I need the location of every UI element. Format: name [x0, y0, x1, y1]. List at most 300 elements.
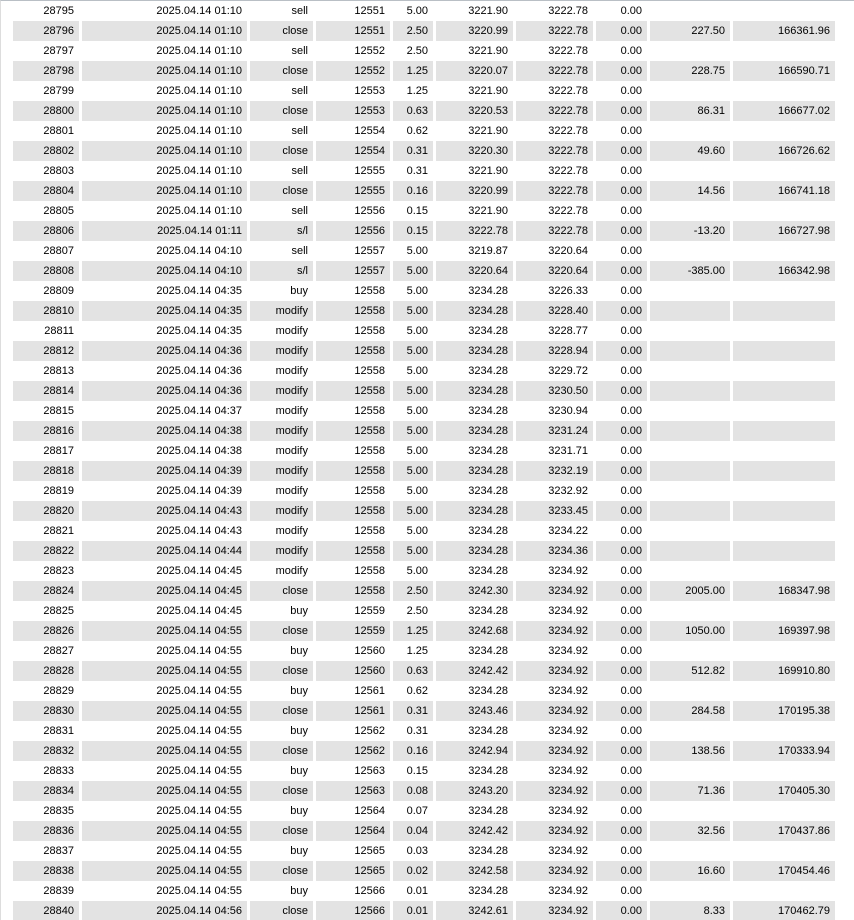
cell-size: 2.50: [393, 601, 433, 621]
cell-order: 12551: [316, 1, 390, 21]
table-row: [13, 61, 835, 81]
cell-order: 12552: [316, 41, 390, 61]
cell-order: 12564: [316, 801, 390, 821]
cell-type: close: [250, 101, 313, 121]
cell-size: 5.00: [393, 261, 433, 281]
cell-type: sell: [250, 161, 313, 181]
cell-deal-number: 28838: [13, 861, 79, 881]
table-row: [13, 341, 835, 361]
cell-stop-loss: 3230.50: [516, 381, 593, 401]
table-row: [13, 601, 835, 621]
cell-price: 3221.90: [436, 81, 513, 101]
cell-order: 12562: [316, 741, 390, 761]
cell-order: 12557: [316, 241, 390, 261]
cell-deal-number: 28796: [13, 21, 79, 41]
cell-take-profit: 0.00: [596, 1, 647, 21]
cell-profit: 8.33: [650, 901, 730, 920]
cell-deal-number: 28807: [13, 241, 79, 261]
cell-time: 2025.04.14 04:43: [82, 501, 247, 521]
cell-profit: [650, 641, 730, 661]
cell-time: 2025.04.14 01:10: [82, 121, 247, 141]
cell-balance: [733, 641, 835, 661]
cell-stop-loss: 3220.64: [516, 261, 593, 281]
cell-price: 3234.28: [436, 641, 513, 661]
cell-balance: 166727.98: [733, 221, 835, 241]
cell-stop-loss: 3234.92: [516, 821, 593, 841]
cell-order: 12558: [316, 381, 390, 401]
cell-stop-loss: 3222.78: [516, 21, 593, 41]
table-row: [13, 201, 835, 221]
cell-profit: -13.20: [650, 221, 730, 241]
cell-balance: [733, 501, 835, 521]
cell-deal-number: 28797: [13, 41, 79, 61]
cell-deal-number: 28815: [13, 401, 79, 421]
table-row: [13, 121, 835, 141]
cell-balance: [733, 121, 835, 141]
table-row: [13, 401, 835, 421]
cell-stop-loss: 3234.92: [516, 681, 593, 701]
cell-time: 2025.04.14 04:56: [82, 901, 247, 920]
cell-profit: [650, 281, 730, 301]
cell-take-profit: 0.00: [596, 161, 647, 181]
cell-size: 5.00: [393, 361, 433, 381]
cell-time: 2025.04.14 04:38: [82, 421, 247, 441]
cell-take-profit: 0.00: [596, 841, 647, 861]
table-row: [13, 141, 835, 161]
cell-type: buy: [250, 801, 313, 821]
cell-type: modify: [250, 381, 313, 401]
cell-type: buy: [250, 681, 313, 701]
cell-time: 2025.04.14 04:45: [82, 561, 247, 581]
cell-take-profit: 0.00: [596, 521, 647, 541]
cell-deal-number: 28828: [13, 661, 79, 681]
cell-balance: [733, 421, 835, 441]
table-row: [13, 421, 835, 441]
cell-order: 12561: [316, 701, 390, 721]
cell-type: close: [250, 61, 313, 81]
cell-price: 3234.28: [436, 381, 513, 401]
cell-balance: 166726.62: [733, 141, 835, 161]
table-row: [13, 481, 835, 501]
cell-profit: [650, 341, 730, 361]
cell-deal-number: 28799: [13, 81, 79, 101]
cell-size: 5.00: [393, 521, 433, 541]
cell-time: 2025.04.14 04:55: [82, 641, 247, 661]
cell-profit: [650, 541, 730, 561]
cell-price: 3220.64: [436, 261, 513, 281]
table-row: [13, 41, 835, 61]
cell-size: 0.04: [393, 821, 433, 841]
cell-price: 3234.28: [436, 281, 513, 301]
cell-deal-number: 28833: [13, 761, 79, 781]
cell-time: 2025.04.14 01:10: [82, 181, 247, 201]
cell-profit: [650, 561, 730, 581]
table-row: [13, 361, 835, 381]
cell-balance: 166677.02: [733, 101, 835, 121]
cell-type: modify: [250, 501, 313, 521]
cell-take-profit: 0.00: [596, 661, 647, 681]
cell-price: 3234.28: [436, 801, 513, 821]
cell-type: close: [250, 181, 313, 201]
cell-take-profit: 0.00: [596, 261, 647, 281]
cell-price: 3234.28: [436, 561, 513, 581]
cell-profit: -385.00: [650, 261, 730, 281]
cell-balance: 169910.80: [733, 661, 835, 681]
cell-stop-loss: 3234.92: [516, 761, 593, 781]
table-row: [13, 281, 835, 301]
cell-price: 3242.42: [436, 661, 513, 681]
cell-price: 3242.58: [436, 861, 513, 881]
cell-order: 12555: [316, 181, 390, 201]
cell-profit: 2005.00: [650, 581, 730, 601]
cell-deal-number: 28825: [13, 601, 79, 621]
table-row: [13, 461, 835, 481]
cell-price: 3234.28: [436, 681, 513, 701]
cell-price: 3234.28: [436, 881, 513, 901]
cell-stop-loss: 3228.94: [516, 341, 593, 361]
cell-stop-loss: 3229.72: [516, 361, 593, 381]
cell-profit: 32.56: [650, 821, 730, 841]
cell-order: 12554: [316, 121, 390, 141]
cell-time: 2025.04.14 01:10: [82, 61, 247, 81]
cell-stop-loss: 3222.78: [516, 101, 593, 121]
cell-type: close: [250, 701, 313, 721]
cell-balance: 168347.98: [733, 581, 835, 601]
table-row: [13, 901, 835, 920]
cell-order: 12566: [316, 881, 390, 901]
cell-time: 2025.04.14 04:35: [82, 301, 247, 321]
cell-stop-loss: 3222.78: [516, 221, 593, 241]
cell-price: 3221.90: [436, 201, 513, 221]
cell-take-profit: 0.00: [596, 681, 647, 701]
cell-order: 12558: [316, 421, 390, 441]
cell-profit: [650, 501, 730, 521]
cell-time: 2025.04.14 04:39: [82, 461, 247, 481]
cell-balance: [733, 381, 835, 401]
cell-take-profit: 0.00: [596, 101, 647, 121]
cell-price: 3234.28: [436, 321, 513, 341]
cell-deal-number: 28814: [13, 381, 79, 401]
cell-type: close: [250, 781, 313, 801]
cell-type: modify: [250, 341, 313, 361]
cell-order: 12558: [316, 341, 390, 361]
cell-deal-number: 28821: [13, 521, 79, 541]
cell-size: 0.63: [393, 101, 433, 121]
cell-price: 3242.61: [436, 901, 513, 920]
cell-size: 1.25: [393, 621, 433, 641]
cell-time: 2025.04.14 04:10: [82, 261, 247, 281]
cell-balance: [733, 881, 835, 901]
cell-deal-number: 28805: [13, 201, 79, 221]
cell-size: 0.07: [393, 801, 433, 821]
cell-deal-number: 28809: [13, 281, 79, 301]
cell-type: sell: [250, 1, 313, 21]
table-row: [13, 621, 835, 641]
cell-deal-number: 28812: [13, 341, 79, 361]
cell-price: 3234.28: [436, 601, 513, 621]
cell-order: 12558: [316, 581, 390, 601]
cell-stop-loss: 3232.92: [516, 481, 593, 501]
cell-stop-loss: 3234.22: [516, 521, 593, 541]
cell-deal-number: 28816: [13, 421, 79, 441]
cell-time: 2025.04.14 04:45: [82, 601, 247, 621]
cell-order: 12562: [316, 721, 390, 741]
cell-size: 5.00: [393, 501, 433, 521]
cell-stop-loss: 3231.71: [516, 441, 593, 461]
cell-stop-loss: 3234.92: [516, 901, 593, 920]
cell-time: 2025.04.14 01:10: [82, 41, 247, 61]
cell-profit: [650, 201, 730, 221]
cell-profit: [650, 301, 730, 321]
cell-time: 2025.04.14 01:10: [82, 21, 247, 41]
cell-price: 3234.28: [436, 421, 513, 441]
cell-stop-loss: 3222.78: [516, 161, 593, 181]
cell-deal-number: 28802: [13, 141, 79, 161]
cell-deal-number: 28837: [13, 841, 79, 861]
cell-stop-loss: 3231.24: [516, 421, 593, 441]
cell-size: 0.62: [393, 121, 433, 141]
cell-size: 0.01: [393, 901, 433, 920]
cell-stop-loss: 3234.92: [516, 841, 593, 861]
table-row: [13, 261, 835, 281]
cell-time: 2025.04.14 04:38: [82, 441, 247, 461]
cell-size: 5.00: [393, 1, 433, 21]
cell-stop-loss: 3226.33: [516, 281, 593, 301]
cell-deal-number: 28798: [13, 61, 79, 81]
cell-profit: [650, 521, 730, 541]
cell-order: 12558: [316, 541, 390, 561]
cell-take-profit: 0.00: [596, 361, 647, 381]
table-row: [13, 301, 835, 321]
cell-profit: [650, 121, 730, 141]
cell-deal-number: 28822: [13, 541, 79, 561]
cell-size: 0.16: [393, 741, 433, 761]
cell-stop-loss: 3222.78: [516, 61, 593, 81]
cell-price: 3234.28: [436, 461, 513, 481]
cell-stop-loss: 3234.92: [516, 601, 593, 621]
cell-price: 3220.07: [436, 61, 513, 81]
cell-stop-loss: 3234.36: [516, 541, 593, 561]
table-row: [13, 841, 835, 861]
cell-deal-number: 28801: [13, 121, 79, 141]
cell-order: 12558: [316, 521, 390, 541]
cell-deal-number: 28832: [13, 741, 79, 761]
cell-size: 0.02: [393, 861, 433, 881]
cell-size: 5.00: [393, 561, 433, 581]
cell-take-profit: 0.00: [596, 301, 647, 321]
table-row: [13, 761, 835, 781]
cell-profit: [650, 81, 730, 101]
cell-size: 5.00: [393, 241, 433, 261]
table-row: [13, 741, 835, 761]
cell-price: 3242.94: [436, 741, 513, 761]
cell-profit: [650, 481, 730, 501]
cell-price: 3234.28: [436, 541, 513, 561]
cell-price: 3242.42: [436, 821, 513, 841]
cell-take-profit: 0.00: [596, 401, 647, 421]
cell-take-profit: 0.00: [596, 201, 647, 221]
cell-price: 3221.90: [436, 1, 513, 21]
trade-table-body: [13, 1, 835, 920]
cell-time: 2025.04.14 04:55: [82, 681, 247, 701]
cell-stop-loss: 3228.77: [516, 321, 593, 341]
cell-balance: [733, 761, 835, 781]
cell-take-profit: 0.00: [596, 341, 647, 361]
cell-order: 12559: [316, 621, 390, 641]
cell-price: 3220.53: [436, 101, 513, 121]
table-row: [13, 801, 835, 821]
table-row: [13, 181, 835, 201]
cell-type: modify: [250, 561, 313, 581]
cell-profit: 86.31: [650, 101, 730, 121]
cell-size: 1.25: [393, 641, 433, 661]
cell-size: 0.16: [393, 181, 433, 201]
cell-balance: [733, 341, 835, 361]
cell-balance: [733, 601, 835, 621]
cell-size: 0.03: [393, 841, 433, 861]
cell-price: 3234.28: [436, 841, 513, 861]
cell-take-profit: 0.00: [596, 481, 647, 501]
cell-price: 3221.90: [436, 161, 513, 181]
cell-balance: [733, 721, 835, 741]
cell-price: 3222.78: [436, 221, 513, 241]
cell-take-profit: 0.00: [596, 381, 647, 401]
cell-order: 12557: [316, 261, 390, 281]
cell-profit: 16.60: [650, 861, 730, 881]
table-row: [13, 81, 835, 101]
cell-balance: 166342.98: [733, 261, 835, 281]
cell-time: 2025.04.14 04:55: [82, 661, 247, 681]
cell-take-profit: 0.00: [596, 901, 647, 920]
cell-balance: 170333.94: [733, 741, 835, 761]
table-row: [13, 701, 835, 721]
table-row: [13, 441, 835, 461]
cell-time: 2025.04.14 04:55: [82, 781, 247, 801]
cell-time: 2025.04.14 04:55: [82, 621, 247, 641]
cell-take-profit: 0.00: [596, 781, 647, 801]
cell-type: s/l: [250, 261, 313, 281]
cell-size: 5.00: [393, 321, 433, 341]
cell-profit: [650, 321, 730, 341]
cell-profit: [650, 801, 730, 821]
cell-take-profit: 0.00: [596, 501, 647, 521]
cell-profit: [650, 401, 730, 421]
cell-stop-loss: 3234.92: [516, 581, 593, 601]
cell-order: 12558: [316, 441, 390, 461]
table-row: [13, 641, 835, 661]
table-row: [13, 501, 835, 521]
table-row: [13, 161, 835, 181]
cell-profit: 14.56: [650, 181, 730, 201]
table-row: [13, 321, 835, 341]
cell-time: 2025.04.14 01:10: [82, 201, 247, 221]
cell-stop-loss: 3234.92: [516, 621, 593, 641]
cell-balance: 166590.71: [733, 61, 835, 81]
cell-time: 2025.04.14 04:55: [82, 701, 247, 721]
cell-stop-loss: 3234.92: [516, 881, 593, 901]
cell-size: 5.00: [393, 481, 433, 501]
table-row: [13, 541, 835, 561]
cell-order: 12558: [316, 401, 390, 421]
cell-take-profit: 0.00: [596, 881, 647, 901]
cell-balance: [733, 521, 835, 541]
table-row: [13, 661, 835, 681]
cell-time: 2025.04.14 04:36: [82, 361, 247, 381]
cell-order: 12556: [316, 201, 390, 221]
cell-deal-number: 28834: [13, 781, 79, 801]
cell-balance: [733, 441, 835, 461]
cell-deal-number: 28836: [13, 821, 79, 841]
cell-size: 5.00: [393, 421, 433, 441]
cell-time: 2025.04.14 01:10: [82, 101, 247, 121]
cell-profit: [650, 381, 730, 401]
cell-take-profit: 0.00: [596, 701, 647, 721]
cell-take-profit: 0.00: [596, 761, 647, 781]
cell-profit: 227.50: [650, 21, 730, 41]
cell-price: 3221.90: [436, 41, 513, 61]
cell-size: 0.63: [393, 661, 433, 681]
cell-price: 3220.30: [436, 141, 513, 161]
cell-profit: 138.56: [650, 741, 730, 761]
cell-type: close: [250, 901, 313, 920]
cell-price: 3242.30: [436, 581, 513, 601]
cell-time: 2025.04.14 04:36: [82, 341, 247, 361]
cell-price: 3234.28: [436, 301, 513, 321]
cell-take-profit: 0.00: [596, 601, 647, 621]
trade-history-table: [10, 1, 838, 920]
cell-order: 12566: [316, 901, 390, 920]
cell-stop-loss: 3222.78: [516, 121, 593, 141]
cell-time: 2025.04.14 04:55: [82, 861, 247, 881]
cell-type: modify: [250, 301, 313, 321]
cell-type: buy: [250, 761, 313, 781]
cell-type: buy: [250, 841, 313, 861]
cell-size: 2.50: [393, 581, 433, 601]
cell-stop-loss: 3234.92: [516, 701, 593, 721]
cell-deal-number: 28831: [13, 721, 79, 741]
cell-type: s/l: [250, 221, 313, 241]
cell-balance: [733, 801, 835, 821]
cell-size: 0.15: [393, 221, 433, 241]
table-row: [13, 101, 835, 121]
cell-deal-number: 28811: [13, 321, 79, 341]
cell-time: 2025.04.14 01:11: [82, 221, 247, 241]
cell-time: 2025.04.14 04:55: [82, 721, 247, 741]
cell-stop-loss: 3234.92: [516, 641, 593, 661]
cell-type: modify: [250, 441, 313, 461]
cell-deal-number: 28826: [13, 621, 79, 641]
cell-size: 0.01: [393, 881, 433, 901]
cell-time: 2025.04.14 04:55: [82, 741, 247, 761]
table-row: [13, 21, 835, 41]
cell-deal-number: 28795: [13, 1, 79, 21]
cell-take-profit: 0.00: [596, 861, 647, 881]
cell-stop-loss: 3222.78: [516, 1, 593, 21]
cell-size: 0.08: [393, 781, 433, 801]
cell-size: 0.15: [393, 761, 433, 781]
cell-type: buy: [250, 721, 313, 741]
cell-size: 0.62: [393, 681, 433, 701]
cell-order: 12561: [316, 681, 390, 701]
cell-price: 3242.68: [436, 621, 513, 641]
cell-price: 3243.20: [436, 781, 513, 801]
cell-size: 5.00: [393, 301, 433, 321]
cell-order: 12563: [316, 761, 390, 781]
cell-stop-loss: 3234.92: [516, 861, 593, 881]
cell-time: 2025.04.14 04:55: [82, 881, 247, 901]
cell-balance: [733, 41, 835, 61]
cell-time: 2025.04.14 04:35: [82, 281, 247, 301]
